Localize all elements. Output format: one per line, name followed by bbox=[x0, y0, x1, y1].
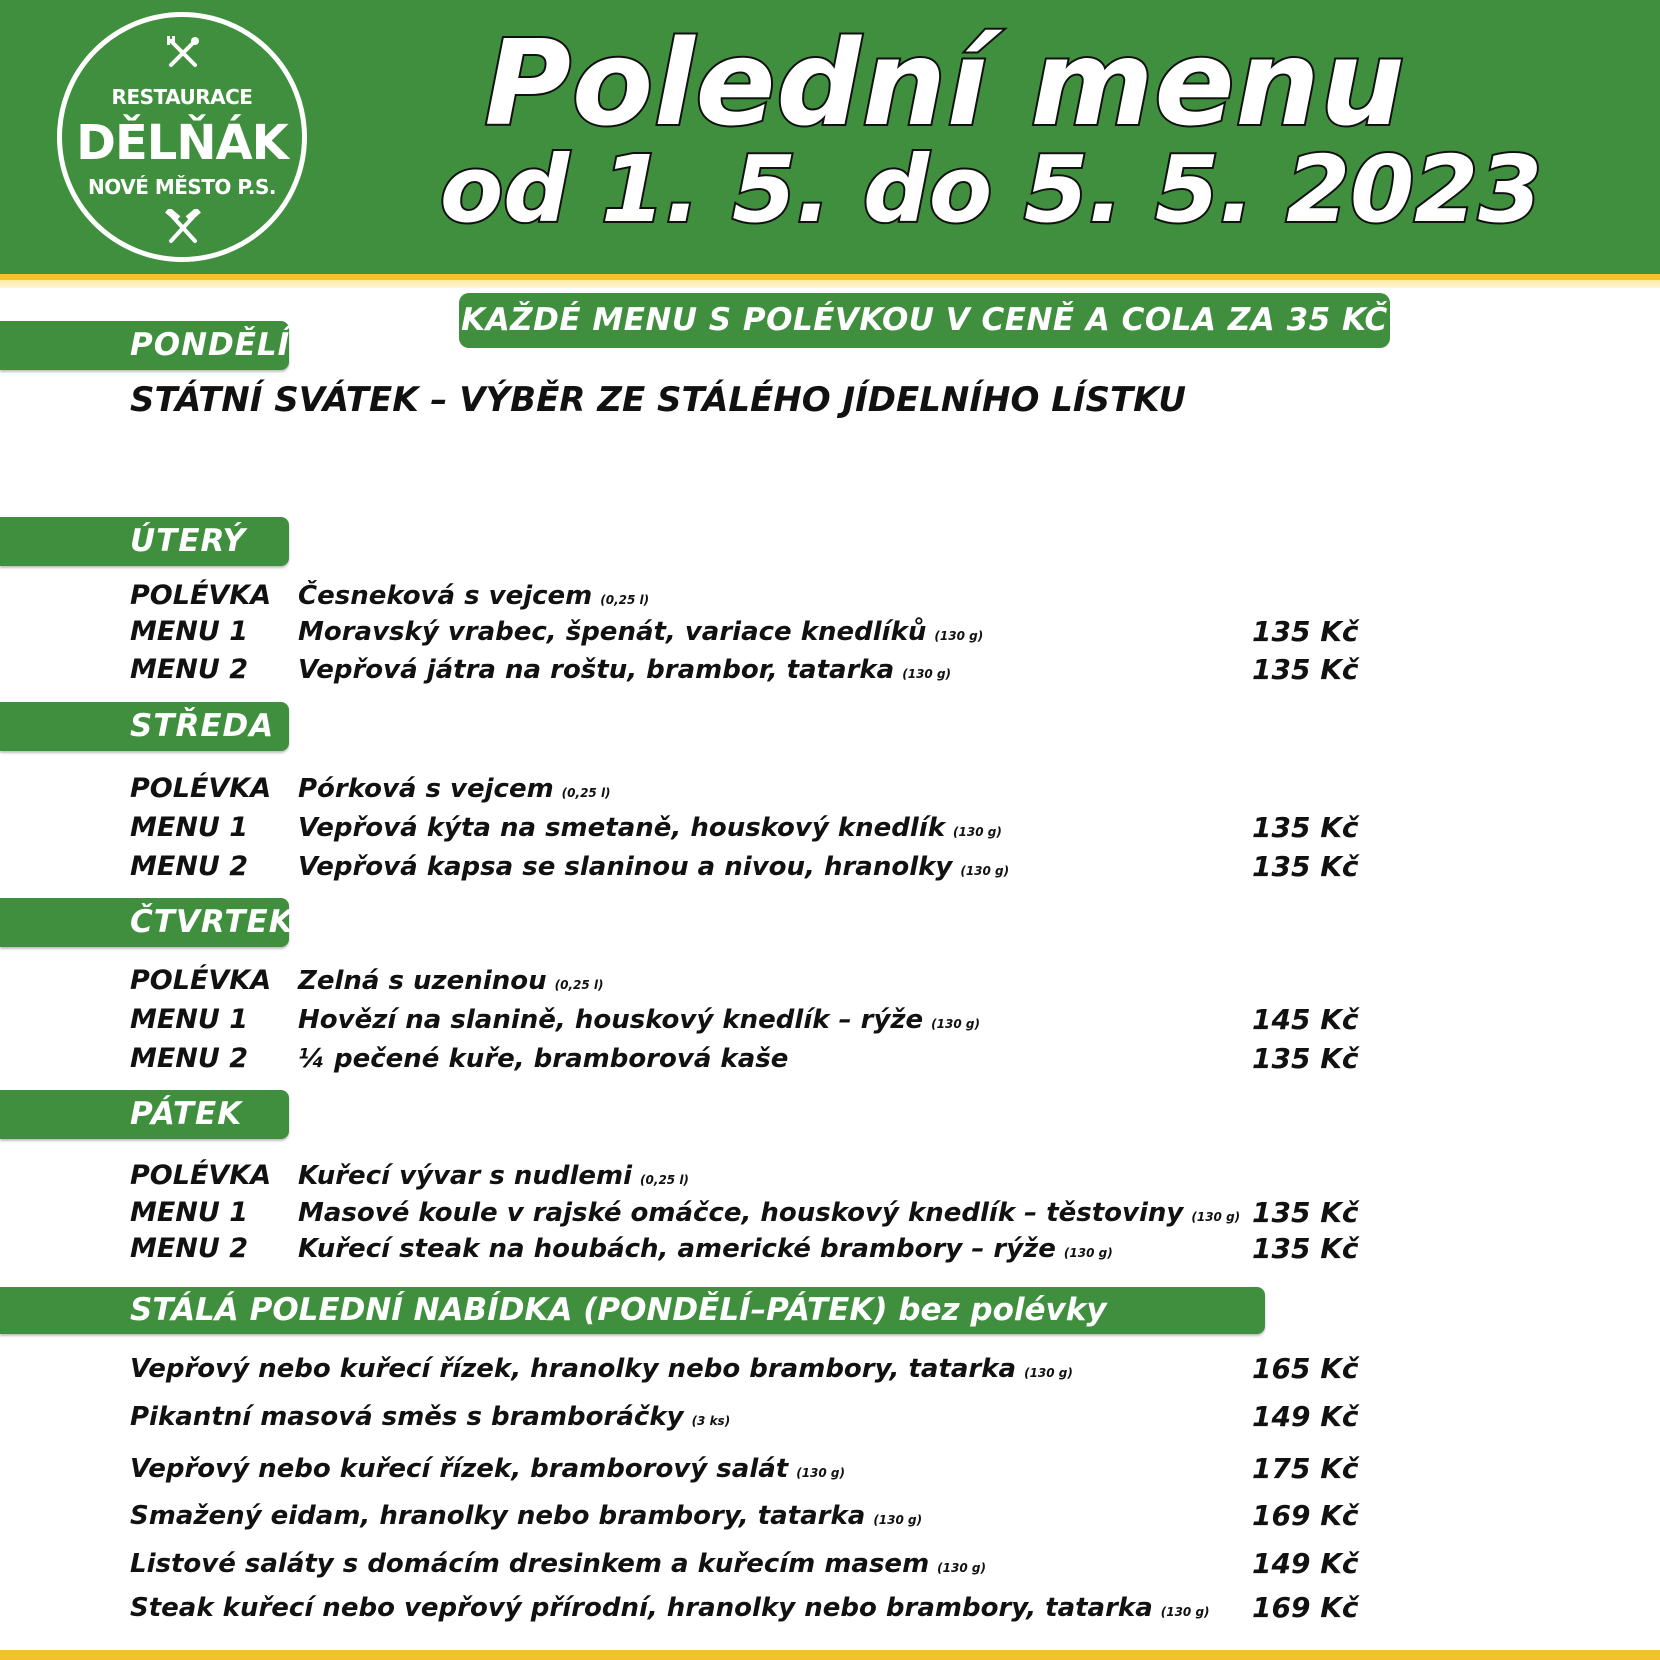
row-label: POLÉVKA bbox=[130, 1160, 272, 1191]
row-label: POLÉVKA bbox=[130, 580, 272, 611]
day-tab-friday bbox=[0, 1090, 289, 1139]
portion-note: (130 g) bbox=[960, 864, 1010, 878]
menu-row bbox=[0, 1158, 1660, 1194]
standing-item bbox=[0, 1546, 1660, 1582]
logo-line-town: NOVÉ MĚSTO P.S. bbox=[88, 175, 276, 199]
row-label: POLÉVKA bbox=[130, 965, 272, 996]
header-stripe bbox=[0, 274, 1660, 288]
menu-row bbox=[0, 810, 1660, 846]
dish-name: Listové saláty s domácím dresinkem a kuřecím masem (130 g) bbox=[130, 1549, 986, 1579]
promo-banner: KAŽDÉ MENU S POLÉVKOU V CENĚ A COLA ZA 35 KČ bbox=[459, 293, 1390, 348]
logo-line-restaurace: RESTAURACE bbox=[111, 85, 253, 109]
portion-note: (130 g) bbox=[1024, 1366, 1073, 1380]
date-range: od 1. 5. do 5. 5. 2023 bbox=[440, 136, 1543, 243]
standing-item bbox=[0, 1351, 1660, 1387]
price: 135 Kč bbox=[1252, 811, 1359, 844]
portion-note: (0,25 l) bbox=[561, 786, 611, 800]
menu-row bbox=[0, 614, 1660, 650]
standing-offer-tab bbox=[0, 1287, 1265, 1334]
price: 175 Kč bbox=[1252, 1452, 1359, 1485]
row-label: MENU 1 bbox=[130, 1004, 249, 1035]
dish-name: Vepřová játra na roštu, brambor, tatarka (130 g) bbox=[298, 655, 952, 685]
standing-offer-title: STÁLÁ POLEDNÍ NABÍDKA (PONDĚLÍ–PÁTEK) bez polévky bbox=[130, 1292, 1107, 1328]
footer-stripe bbox=[0, 1650, 1660, 1660]
price: 135 Kč bbox=[1252, 1196, 1359, 1229]
portion-note: (130 g) bbox=[796, 1466, 846, 1480]
day-tab-thursday bbox=[0, 898, 294, 947]
price: 145 Kč bbox=[1252, 1003, 1359, 1036]
row-label: MENU 1 bbox=[130, 616, 249, 647]
standing-item bbox=[0, 1498, 1660, 1534]
price: 149 Kč bbox=[1252, 1547, 1359, 1580]
holiday-note: STÁTNÍ SVÁTEK – VÝBĚR ZE STÁLÉHO JÍDELNÍHO LÍSTKU bbox=[130, 380, 1186, 420]
row-label: MENU 1 bbox=[130, 812, 249, 843]
day-tab-tuesday bbox=[0, 517, 289, 566]
day-name: ČTVRTEK bbox=[130, 904, 294, 940]
day-name: ÚTERÝ bbox=[130, 523, 246, 559]
price: 135 Kč bbox=[1252, 653, 1359, 686]
price: 169 Kč bbox=[1252, 1591, 1359, 1624]
portion-note: (0,25 l) bbox=[600, 593, 650, 607]
standing-item bbox=[0, 1451, 1660, 1487]
dish-name: ¼ pečené kuře, bramborová kaše bbox=[298, 1044, 789, 1074]
portion-note: (130 g) bbox=[1160, 1605, 1210, 1619]
row-label: MENU 2 bbox=[130, 654, 249, 685]
portion-note: (0,25 l) bbox=[554, 978, 604, 992]
dish-name: Vepřová kapsa se slaninou a nivou, hranolky (130 g) bbox=[298, 852, 1010, 882]
portion-note: (130 g) bbox=[873, 1513, 923, 1527]
fork-knife-icon bbox=[165, 35, 201, 71]
portion-note: (130 g) bbox=[937, 1561, 986, 1575]
header-banner bbox=[0, 0, 1660, 274]
menu-row bbox=[0, 963, 1660, 999]
menu-row bbox=[0, 652, 1660, 688]
menu-row bbox=[0, 1041, 1660, 1077]
restaurant-logo bbox=[57, 12, 307, 262]
menu-row bbox=[0, 849, 1660, 885]
day-tab-wednesday bbox=[0, 702, 289, 751]
day-name: STŘEDA bbox=[130, 708, 275, 744]
day-name: PÁTEK bbox=[130, 1096, 243, 1132]
day-name: PONDĚLÍ bbox=[130, 327, 291, 363]
menu-row bbox=[0, 578, 1660, 614]
dish-name: Vepřová kýta na smetaně, houskový knedlík (130 g) bbox=[298, 813, 1002, 843]
price: 149 Kč bbox=[1252, 1400, 1359, 1433]
price: 135 Kč bbox=[1252, 1042, 1359, 1075]
price: 135 Kč bbox=[1252, 1232, 1359, 1265]
price: 165 Kč bbox=[1252, 1352, 1359, 1385]
portion-note: (3 ks) bbox=[691, 1414, 731, 1428]
row-label: MENU 2 bbox=[130, 1043, 249, 1074]
price: 135 Kč bbox=[1252, 850, 1359, 883]
page-title: Polední menu bbox=[484, 14, 1406, 152]
menu-row bbox=[0, 1002, 1660, 1038]
dish-name: Hovězí na slanině, houskový knedlík – rýže (130 g) bbox=[298, 1005, 980, 1035]
portion-note: (130 g) bbox=[1191, 1210, 1241, 1224]
dish-name: Masové koule v rajské omáčce, houskový knedlík – těstoviny (130 g) bbox=[298, 1198, 1241, 1228]
menu-row bbox=[0, 1231, 1660, 1267]
dish-name: Vepřový nebo kuřecí řízek, bramborový salát (130 g) bbox=[130, 1454, 846, 1484]
dish-name: Pikantní masová směs s bramboráčky (3 ks) bbox=[130, 1402, 731, 1432]
dish-name: Česneková s vejcem (0,25 l) bbox=[298, 581, 650, 611]
menu-row bbox=[0, 771, 1660, 807]
menu-row bbox=[0, 1195, 1660, 1231]
portion-note: (130 g) bbox=[931, 1017, 980, 1031]
dish-name: Zelná s uzeninou (0,25 l) bbox=[298, 966, 604, 996]
row-label: POLÉVKA bbox=[130, 773, 272, 804]
price: 169 Kč bbox=[1252, 1499, 1359, 1532]
standing-item bbox=[0, 1399, 1660, 1435]
dish-name: Moravský vrabec, špenát, variace knedlíků (130 g) bbox=[298, 617, 984, 647]
dish-name: Vepřový nebo kuřecí řízek, hranolky nebo brambory, tatarka (130 g) bbox=[130, 1354, 1073, 1384]
portion-note: (0,25 l) bbox=[640, 1173, 689, 1187]
row-label: MENU 2 bbox=[130, 851, 249, 882]
dish-name: Smažený eidam, hranolky nebo brambory, tatarka (130 g) bbox=[130, 1501, 923, 1531]
portion-note: (130 g) bbox=[902, 667, 952, 681]
dish-name: Steak kuřecí nebo vepřový přírodní, hranolky nebo brambory, tatarka (130 g) bbox=[130, 1593, 1210, 1623]
row-label: MENU 2 bbox=[130, 1233, 249, 1264]
logo-line-name: DĚLŇÁK bbox=[76, 115, 288, 171]
portion-note: (130 g) bbox=[1063, 1246, 1113, 1260]
dish-name: Kuřecí steak na houbách, americké brambory – rýže (130 g) bbox=[298, 1234, 1113, 1264]
row-label: MENU 1 bbox=[130, 1197, 249, 1228]
standing-item bbox=[0, 1590, 1660, 1626]
day-tab-monday bbox=[0, 321, 289, 370]
price: 135 Kč bbox=[1252, 615, 1359, 648]
crossed-hammers-icon bbox=[165, 209, 201, 245]
portion-note: (130 g) bbox=[934, 629, 984, 643]
portion-note: (130 g) bbox=[953, 825, 1002, 839]
dish-name: Pórková s vejcem (0,25 l) bbox=[298, 774, 611, 804]
dish-name: Kuřecí vývar s nudlemi (0,25 l) bbox=[298, 1161, 689, 1191]
